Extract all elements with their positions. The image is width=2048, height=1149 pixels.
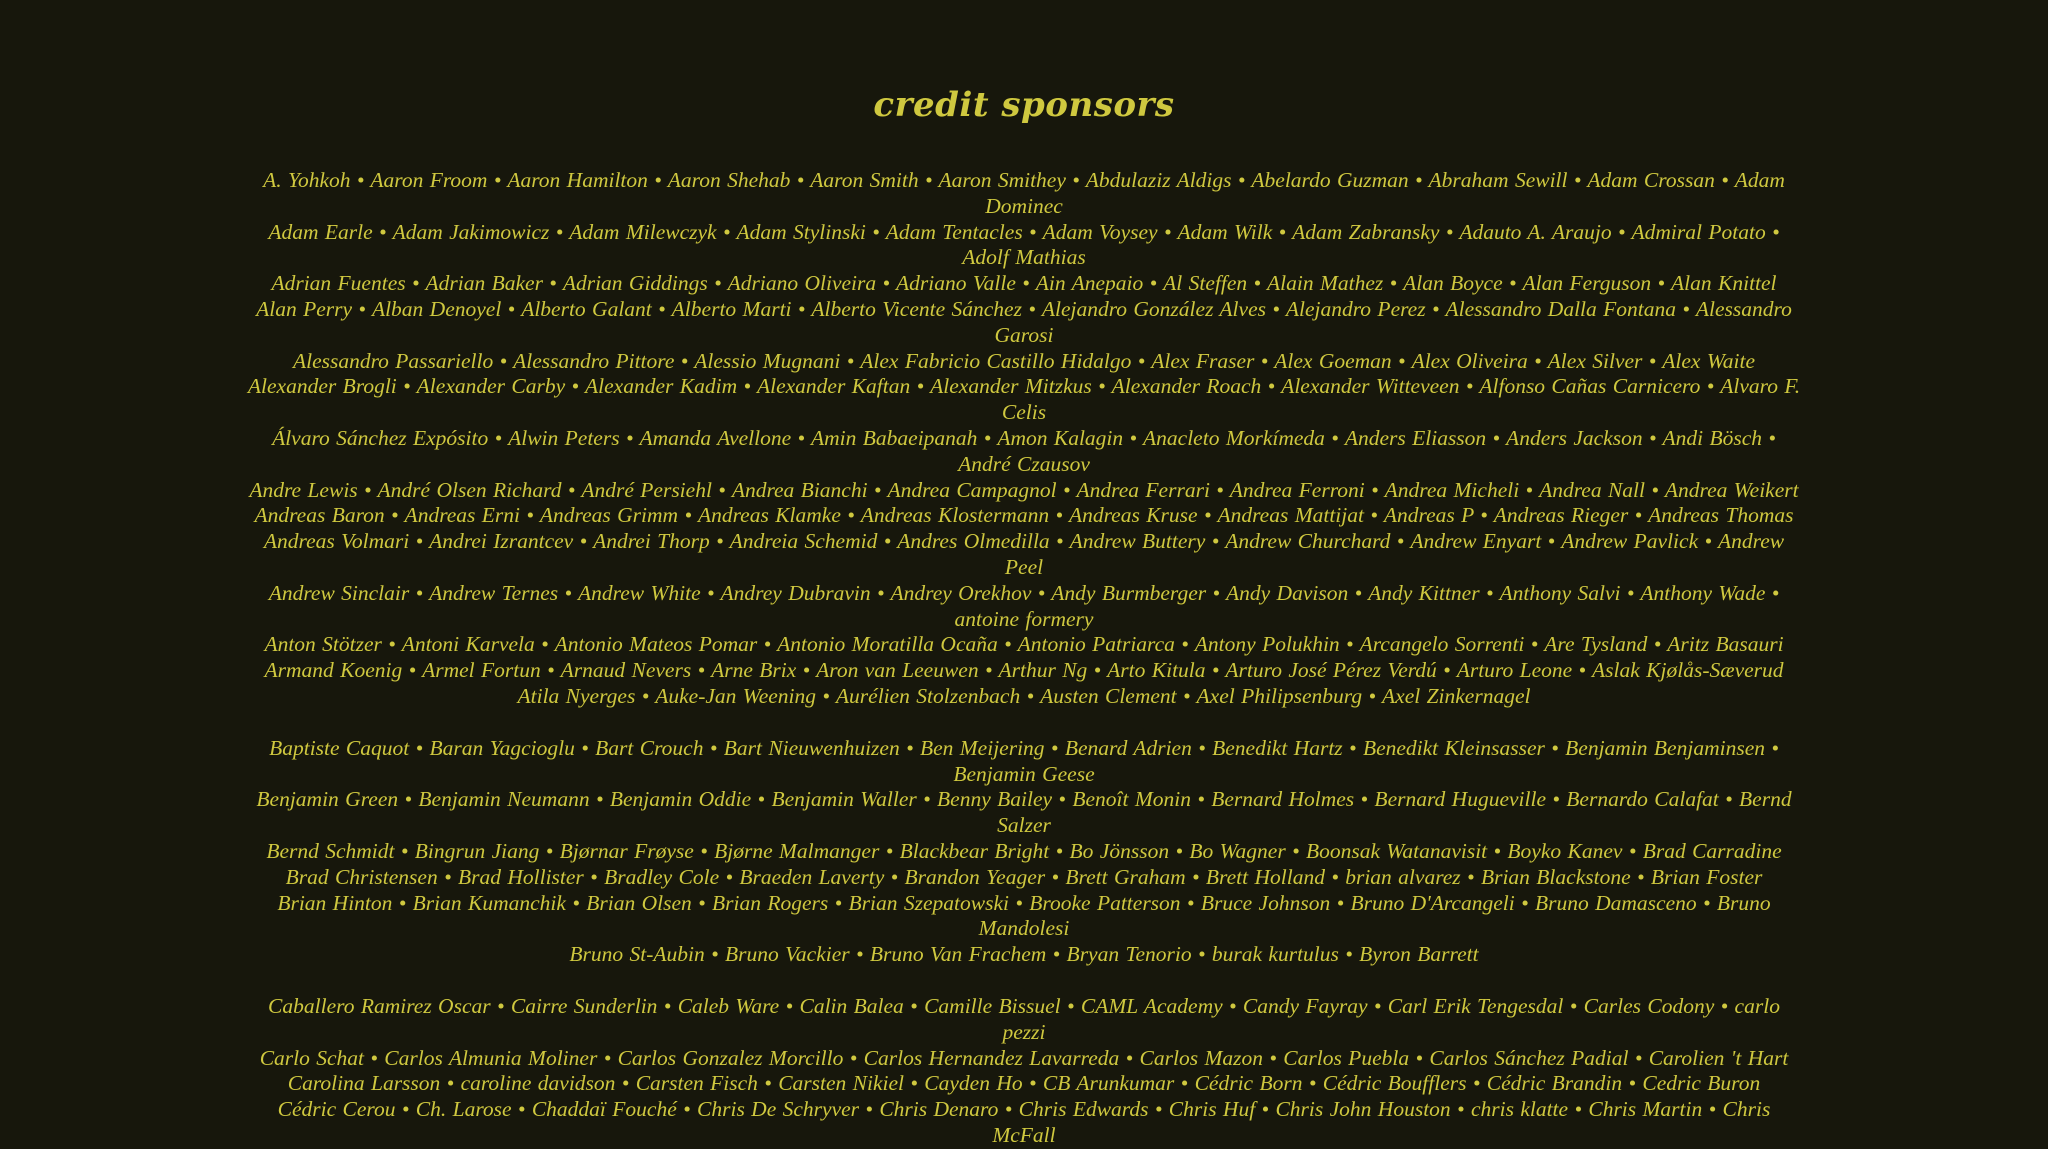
credits-line: Cédric Cerou • Ch. Larose • Chaddaï Fouché • Chris De Schryver • Chris Denaro • Chris Edwards • Chris Huf • Chris John Houston • chris klatte • Chris Martin • Chris McFall	[277, 1097, 1771, 1147]
credits-line: Anton Stötzer • Antoni Karvela • Antonio Mateos Pomar • Antonio Moratilla Ocaña • Antonio Patriarca • Antony Polukhin • Arcangelo Sorrenti • Are Tysland • Aritz Basauri	[264, 632, 1784, 657]
credits-group	[244, 168, 1804, 710]
credits-group	[244, 994, 1804, 1149]
credits-list	[244, 122, 1804, 1149]
credits-line: Adrian Fuentes • Adrian Baker • Adrian Giddings • Adriano Oliveira • Adriano Valle • Ain Anepaio • Al Steffen • Alain Mathez • Alan Boyce • Alan Ferguson • Alan Knittel	[271, 271, 1777, 296]
credits-line: Andre Lewis • André Olsen Richard • André Persiehl • Andrea Bianchi • Andrea Campagnol • Andrea Ferrari • Andrea Ferroni • Andrea Micheli • Andrea Nall • Andrea Weikert	[249, 477, 1799, 502]
credits-line: Armand Koenig • Armel Fortun • Arnaud Nevers • Arne Brix • Aron van Leeuwen • Arthur Ng • Arto Kitula • Arturo José Pérez Verdú • Arturo Leone • Aslak Kjølås-Sæverud	[264, 658, 1784, 683]
credits-line: Baptiste Caquot • Baran Yagcioglu • Bart Crouch • Bart Nieuwenhuizen • Ben Meijering • Benard Adrien • Benedikt Hartz • Benedikt Kleinsasser • Benjamin Benjaminsen • Benjamin Geese	[269, 735, 1779, 786]
credits-line: Carlo Schat • Carlos Almunia Moliner • Carlos Gonzalez Morcillo • Carlos Hernandez Lavarreda • Carlos Mazon • Carlos Puebla • Carlos Sánchez Padial • Carolien 't Hart	[259, 1045, 1789, 1070]
credits-line: Adam Earle • Adam Jakimowicz • Adam Milewczyk • Adam Stylinski • Adam Tentacles • Adam Voysey • Adam Wilk • Adam Zabransky • Adauto A. Araujo • Admiral Potato • Adolf Mathias	[268, 219, 1780, 270]
credits-line: Brian Hinton • Brian Kumanchik • Brian Olsen • Brian Rogers • Brian Szepatowski • Brooke Patterson • Bruce Johnson • Bruno D'Arcangeli • Bruno Damasceno • Bruno Mandolesi	[277, 890, 1771, 941]
credits-group	[244, 736, 1804, 968]
credits-line: Carolina Larsson • caroline davidson • Carsten Fisch • Carsten Nikiel • Cayden Ho • CB Arunkumar • Cédric Born • Cédric Boufflers • Cédric Brandin • Cedric Buron	[287, 1071, 1761, 1096]
credits-line: Alexander Brogli • Alexander Carby • Alexander Kadim • Alexander Kaftan • Alexander Mitzkus • Alexander Roach • Alexander Witteveen • Alfonso Cañas Carnicero • Alvaro F. Celis	[247, 374, 1801, 425]
credits-line: Atila Nyerges • Auke-Jan Weening • Aurélien Stolzenbach • Austen Clement • Axel Philipsenburg • Axel Zinkernagel	[517, 683, 1531, 708]
credits-line: Caballero Ramirez Oscar • Cairre Sunderlin • Caleb Ware • Calin Balea • Camille Bissuel • CAML Academy • Candy Fayray • Carl Erik Tengesdal • Carles Codony • carlo pezzi	[268, 993, 1780, 1044]
credits-line: Benjamin Green • Benjamin Neumann • Benjamin Oddie • Benjamin Waller • Benny Bailey • Benoît Monin • Bernard Holmes • Bernard Hugueville • Bernardo Calafat • Bernd Salzer	[256, 787, 1792, 838]
credits-line: Alan Perry • Alban Denoyel • Alberto Galant • Alberto Marti • Alberto Vicente Sánchez • Alejandro González Alves • Alejandro Perez • Alessandro Dalla Fontana • Alessandro Garosi	[256, 296, 1792, 347]
page-title: credit sponsors	[873, 85, 1175, 125]
credits-line: Álvaro Sánchez Expósito • Alwin Peters • Amanda Avellone • Amin Babaeipanah • Amon Kalagin • Anacleto Morkímeda • Anders Eliasson • Anders Jackson • Andi Bösch • André Czausov	[272, 425, 1776, 476]
credits-line: Brad Christensen • Brad Hollister • Bradley Cole • Braeden Laverty • Brandon Yeager • Brett Graham • Brett Holland • brian alvarez • Brian Blackstone • Brian Foster	[285, 864, 1763, 889]
credits-line: Andreas Volmari • Andrei Izrantcev • Andrei Thorp • Andreia Schemid • Andres Olmedilla • Andrew Buttery • Andrew Churchard • Andrew Enyart • Andrew Pavlick • Andrew Peel	[263, 529, 1785, 579]
credits-line: Andrew Sinclair • Andrew Ternes • Andrew White • Andrey Dubravin • Andrey Orekhov • Andy Burmberger • Andy Davison • Andy Kittner • Anthony Salvi • Anthony Wade • antoine formery	[268, 580, 1780, 631]
credits-line: Alessandro Passariello • Alessandro Pittore • Alessio Mugnani • Alex Fabricio Castillo Hidalgo • Alex Fraser • Alex Goeman • Alex Oliveira • Alex Silver • Alex Waite	[292, 348, 1756, 373]
credits-line: Bernd Schmidt • Bingrun Jiang • Bjørnar Frøyse • Bjørne Malmanger • Blackbear Bright • Bo Jönsson • Bo Wagner • Boonsak Watanavisit • Boyko Kanev • Brad Carradine	[266, 838, 1782, 863]
credits-line: Bruno St-Aubin • Bruno Vackier • Bruno Van Frachem • Bryan Tenorio • burak kurtulus • Byron Barrett	[569, 942, 1479, 967]
credits-line: Andreas Baron • Andreas Erni • Andreas Grimm • Andreas Klamke • Andreas Klostermann • Andreas Kruse • Andreas Mattijat • Andreas P • Andreas Rieger • Andreas Thomas	[254, 503, 1794, 528]
credits-line: A. Yohkoh • Aaron Froom • Aaron Hamilton • Aaron Shehab • Aaron Smith • Aaron Smithey • Abdulaziz Aldigs • Abelardo Guzman • Abraham Sewill • Adam Crossan • Adam Dominec	[263, 168, 1785, 218]
